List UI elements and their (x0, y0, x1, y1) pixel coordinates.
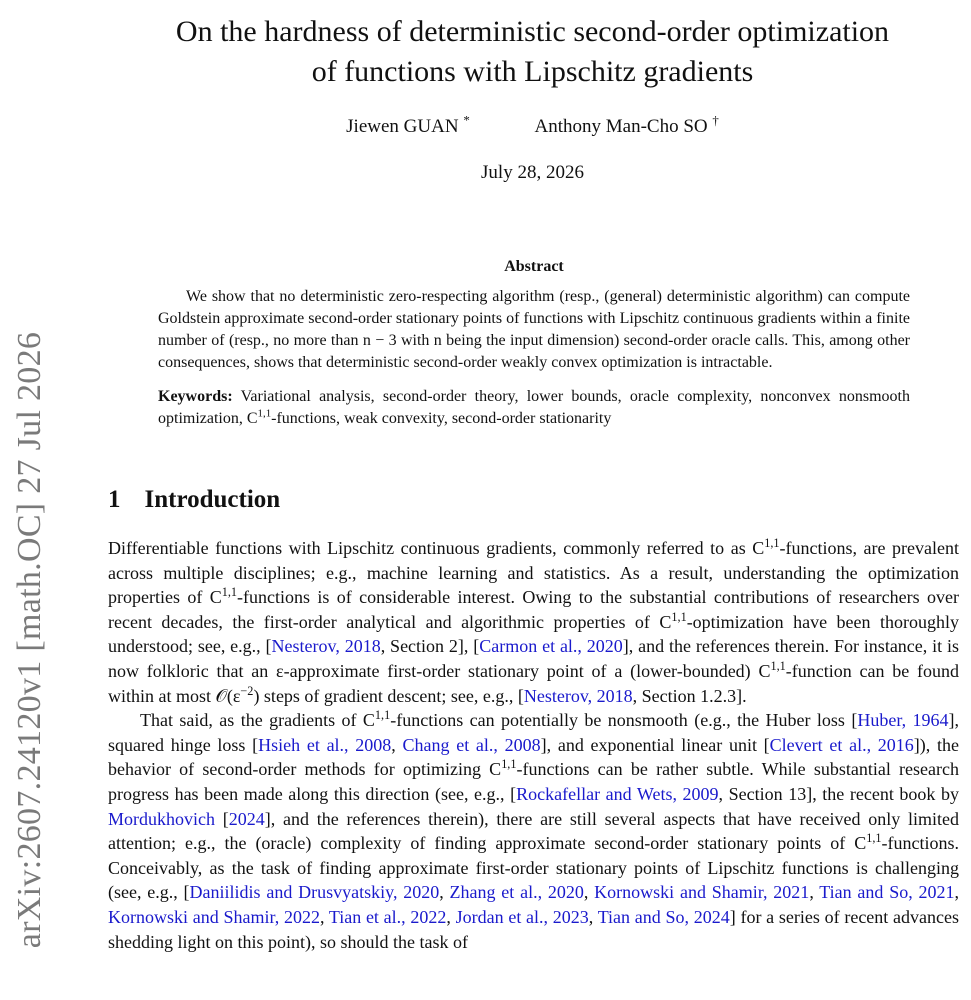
text-run: ) steps of gradient descent; see, e.g., [ (253, 685, 524, 706)
citation-link[interactable]: Zhang et al., 2020 (449, 882, 584, 903)
author-2 (534, 112, 719, 138)
section-number: 1 (108, 486, 121, 513)
text-run: , (439, 882, 450, 903)
paper-date: July 28, 2026 (481, 162, 584, 183)
text-run: -functions, are prevalent across multiple disciplines; e.g., machine learning and statistics. As a result, understanding the optimization properties of C (108, 538, 959, 608)
author-2-name: Anthony Man-Cho SO (534, 116, 708, 137)
citation-link[interactable]: Tian and So, 2024 (597, 906, 730, 927)
superscript: 1,1 (501, 757, 517, 772)
author-1-name: Jiewen GUAN (346, 116, 459, 137)
text-run: , (391, 734, 403, 755)
text-run: , (588, 906, 598, 927)
keywords-label: Keywords: (158, 388, 233, 405)
arxiv-sidebar (0, 0, 60, 1000)
text-run: , (446, 906, 456, 927)
text-run: ], and exponential linear unit [ (540, 734, 770, 755)
citation-link[interactable]: Chang et al., 2008 (402, 734, 541, 755)
text-run: -function can be found within at most 𝒪(ε (108, 660, 959, 706)
citation-link[interactable]: Carmon et al., 2020 (479, 636, 623, 657)
citation-link[interactable]: Nesterov, 2018 (523, 685, 633, 706)
text-run: [ (215, 808, 229, 829)
citation-link[interactable]: Rockafellar and Wets, 2009 (516, 783, 719, 804)
text-run: Differentiable functions with Lipschitz continuous gradients, commonly referred to as C (108, 538, 765, 558)
text-run: ], squared hinge loss [ (108, 710, 960, 755)
keywords-text-a: Variational analysis, second-order theory, lower bounds, oracle complexity, nonconvex nonsmooth optimization, C (158, 388, 910, 427)
abstract-block (158, 256, 910, 430)
body-text (108, 536, 959, 954)
text-run: , (319, 906, 329, 927)
title-line-1: On the hardness of deterministic second-order optimization (175, 15, 890, 48)
keywords-sup: 1,1 (257, 407, 272, 420)
text-run: ], and the references therein. For instance, it is now folkloric that an ε-approximate first-order stationary point of a (lower-bounded) C (108, 636, 959, 681)
text-run: , Section 2], [ (380, 636, 480, 657)
text-run: -functions can potentially be nonsmooth (e.g., the Huber loss [ (390, 710, 858, 731)
citation-link[interactable]: 2024 (228, 808, 265, 829)
citation-link[interactable]: Kornowski and Shamir, 2022 (108, 906, 320, 927)
superscript: −2 (240, 683, 254, 698)
citation-link[interactable]: Clevert et al., 2016 (769, 734, 914, 755)
citation-link[interactable]: Nesterov, 2018 (271, 636, 381, 657)
citation-link[interactable]: Tian and So, 2021 (819, 882, 955, 903)
text-run: -functions can be rather subtle. While substantial research progress has been made along this direction (see, e.g., [ (108, 759, 959, 804)
citation-link[interactable]: Daniilidis and Drusvyatskiy, 2020 (189, 882, 440, 903)
text-run: That said, as the gradients of C (140, 710, 375, 731)
citation-link[interactable]: Jordan et al., 2023 (455, 906, 589, 927)
author-list (100, 112, 965, 138)
superscript: 1,1 (671, 609, 687, 624)
text-run: -functions. Conceivably, as the task of finding approximate first-order stationary points of Lipschitz functions is challenging (see, e.g., [ (108, 833, 959, 903)
author-1 (346, 112, 470, 138)
superscript: 1,1 (770, 658, 786, 673)
keywords (158, 386, 910, 430)
paragraph-1 (108, 536, 959, 708)
text-run: ], and the references therein), there are still several aspects that have received only limited attention; e.g., the (oracle) complexity of finding approximate second-order stationary points of C (108, 808, 959, 854)
text-run: , Section 13], the recent book by (718, 783, 959, 804)
keywords-text-b: -functions, weak convexity, second-order stationarity (271, 410, 612, 427)
text-run: , Section 1.2.3]. (632, 685, 747, 706)
text-run: ] for a series of recent advances shedding light on this point), so should the task of (108, 906, 959, 952)
text-run: , (583, 882, 595, 903)
text-run: ]), the behavior of second-order methods for optimizing C (108, 734, 959, 780)
arxiv-identifier: arXiv:2607.24120v1 [math.OC] 27 Jul 2026 (11, 331, 48, 949)
citation-link[interactable]: Huber, 1964 (857, 710, 949, 731)
paragraph-2 (108, 708, 959, 954)
section-title: Introduction (144, 486, 281, 513)
superscript: 1,1 (866, 831, 882, 846)
text-run: , (954, 882, 960, 903)
paper-title (100, 12, 965, 92)
superscript: 1,1 (221, 585, 238, 600)
author-1-footnote-mark: * (463, 112, 470, 128)
section-heading (108, 486, 280, 514)
title-line-2: of functions with Lipschitz gradients (311, 55, 754, 88)
abstract-text: We show that no deterministic zero-respecting algorithm (resp., (general) deterministic algorithm) can compute Goldstein approximate second-order stationary points of functions with Lipschitz continuous gradients within a finite number of (resp., no more than n − 3 with n being the input dimension) second-order oracle calls. This, among other consequences, shows that deterministic second-order weakly convex optimization is intractable. (158, 288, 910, 371)
citation-link[interactable]: Kornowski and Shamir, 2021 (594, 882, 810, 903)
text-run: -optimization have been thoroughly understood; see, e.g., [ (108, 611, 959, 657)
citation-link[interactable]: Tian et al., 2022 (328, 906, 447, 927)
citation-link[interactable]: Mordukhovich (108, 808, 215, 829)
text-run: -functions is of considerable interest. Owing to the substantial contributions of researchers over recent decades, the first-order analytical and algorithmic properties of C (108, 587, 959, 632)
superscript: 1,1 (764, 536, 780, 550)
abstract-heading: Abstract (504, 258, 564, 275)
citation-link[interactable]: Hsieh et al., 2008 (258, 734, 392, 755)
superscript: 1,1 (374, 708, 391, 723)
author-2-footnote-mark: † (712, 112, 719, 128)
text-run: , (809, 882, 820, 903)
